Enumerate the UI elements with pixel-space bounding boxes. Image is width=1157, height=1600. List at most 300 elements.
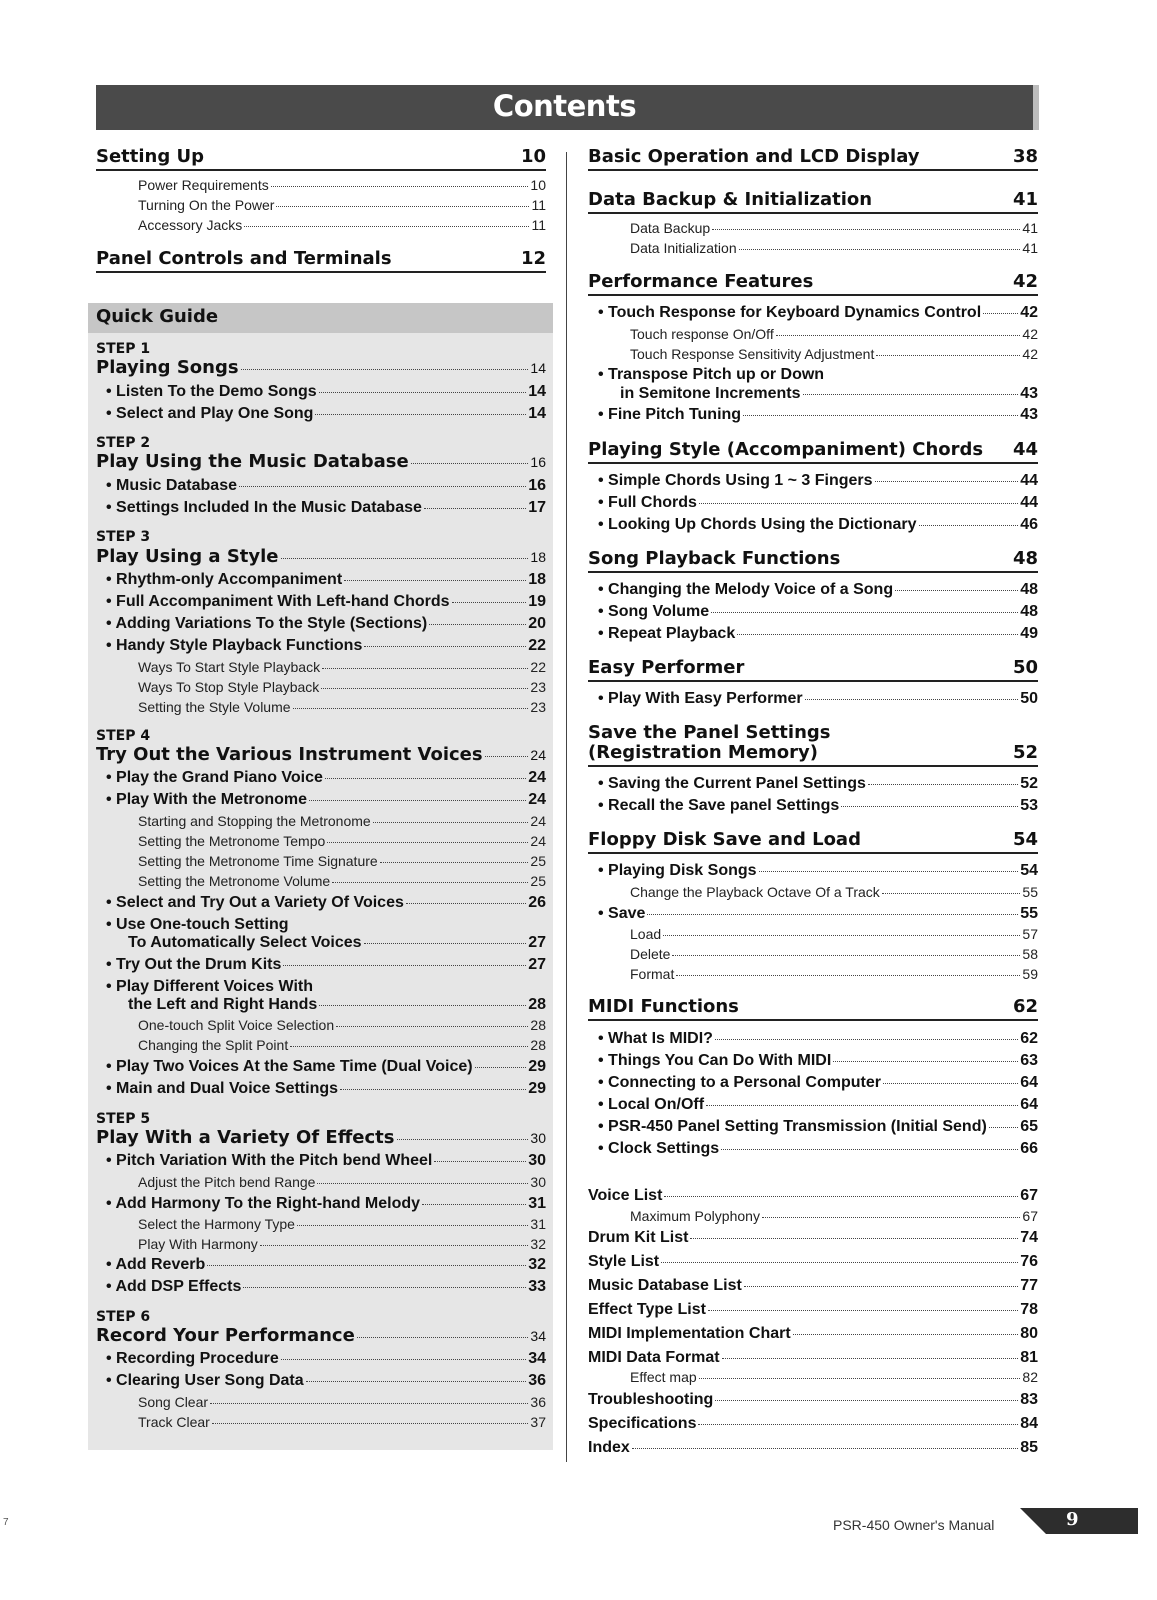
entry-page: 33: [528, 1278, 546, 1295]
entry-page: 66: [1020, 1140, 1038, 1157]
leader-dots: [364, 646, 526, 647]
entry-page: 46: [1020, 516, 1038, 533]
leader-dots: [357, 1337, 529, 1338]
leader-dots: [411, 463, 529, 464]
toc-entry[interactable]: [598, 690, 1038, 708]
entry-page: 55: [1022, 884, 1038, 900]
leader-dots: [306, 1381, 527, 1382]
entry-page: 12: [520, 248, 546, 269]
toc-entry[interactable]: [106, 383, 546, 401]
entry-page: 28: [530, 1017, 546, 1033]
entry-label: • Looking Up Chords Using the Dictionary: [598, 516, 917, 533]
toc-entry[interactable]: [630, 1369, 1038, 1385]
entry-label: • Select and Try Out a Variety Of Voices: [106, 894, 404, 911]
leader-dots: [283, 965, 526, 966]
entry-page: 24: [530, 833, 546, 849]
entry-page: 11: [531, 197, 546, 213]
entry-page: 50: [1012, 657, 1038, 678]
entry-label: To Automatically Select Voices: [128, 934, 362, 951]
entry-label: • Music Database: [106, 477, 237, 494]
toc-entry[interactable]: [598, 1140, 1038, 1158]
entry-page: 24: [530, 813, 546, 829]
leader-dots: [212, 1423, 529, 1424]
leader-dots: [281, 558, 529, 559]
entry-page: 62: [1020, 1030, 1038, 1047]
toc-entry[interactable]: [106, 1195, 546, 1213]
entry-page: 26: [528, 894, 546, 911]
leader-dots: [722, 1358, 1019, 1359]
leader-dots: [293, 708, 529, 709]
leader-dots: [793, 1334, 1019, 1335]
toc-entry[interactable]: [630, 240, 1038, 256]
corner-mark: 7: [3, 1517, 9, 1528]
leader-dots: [737, 634, 1018, 635]
leader-dots: [239, 486, 526, 487]
entry-page: 23: [530, 679, 546, 695]
entry-page: 32: [530, 1236, 546, 1252]
entry-page: 24: [528, 791, 546, 808]
leader-dots: [336, 1026, 528, 1027]
toc-entry[interactable]: [138, 1236, 546, 1252]
leader-dots: [708, 1310, 1018, 1311]
toc-entry[interactable]: [630, 966, 1038, 982]
toc-entry[interactable]: [598, 472, 1038, 490]
leader-dots: [297, 1225, 528, 1226]
entry-label: Try Out the Various Instrument Voices: [96, 744, 483, 765]
leader-dots: [841, 806, 1018, 807]
leader-dots: [721, 1149, 1018, 1150]
section-basic-operation[interactable]: [588, 146, 1038, 171]
toc-entry[interactable]: [630, 1208, 1038, 1224]
entry-page: 53: [1020, 797, 1038, 814]
entry-page: 58: [1022, 946, 1038, 962]
toc-entry[interactable]: [138, 197, 546, 213]
toc-entry[interactable]: [598, 625, 1038, 643]
section-data-backup[interactable]: [588, 189, 1038, 214]
entry-page: 19: [528, 593, 546, 610]
leader-dots: [803, 394, 1019, 395]
toc-entry[interactable]: [128, 996, 546, 1014]
entry-label: • Full Accompaniment With Left-hand Chords: [106, 593, 450, 610]
leader-dots: [983, 313, 1018, 314]
contents-banner: [96, 85, 1039, 130]
leader-dots: [833, 1061, 1018, 1062]
toc-entry[interactable]: [598, 1118, 1038, 1136]
entry-page: 44: [1020, 494, 1038, 511]
entry-label: Touch response On/Off: [630, 326, 774, 342]
toc-entry[interactable]: [138, 1414, 546, 1430]
entry-label: • Repeat Playback: [598, 625, 736, 642]
entry-label: Play Using the Music Database: [96, 451, 409, 472]
toc-entry[interactable]: [598, 905, 1038, 923]
entry-label: Track Clear: [138, 1414, 210, 1430]
entry-label: Specifications: [588, 1415, 697, 1432]
leader-dots: [475, 1067, 527, 1068]
entry-label: the Left and Right Hands: [128, 996, 318, 1013]
toc-entry[interactable]: [630, 346, 1038, 362]
entry-page: 16: [530, 454, 546, 470]
leader-dots: [344, 580, 526, 581]
toc-entry[interactable]: [106, 1080, 546, 1098]
leader-dots: [882, 893, 1021, 894]
toc-entry[interactable]: [588, 1253, 1038, 1271]
toc-entry[interactable]: [588, 1229, 1038, 1247]
leader-dots: [315, 414, 526, 415]
section-setting-up[interactable]: [96, 146, 546, 171]
entry-page: 25: [530, 873, 546, 889]
entry-page: 49: [1020, 625, 1038, 642]
toc-entry[interactable]: [588, 1325, 1038, 1343]
toc-entry[interactable]: [630, 884, 1038, 900]
toc-entry[interactable]: [598, 1030, 1038, 1048]
section-easy-performer[interactable]: [588, 657, 1038, 682]
toc-entry[interactable]: [106, 978, 546, 996]
entry-label: • Things You Can Do With MIDI: [598, 1052, 832, 1069]
entry-page: 30: [530, 1130, 546, 1146]
entry-page: 30: [530, 1174, 546, 1190]
toc-entry[interactable]: [138, 1394, 546, 1410]
toc-entry[interactable]: [138, 813, 546, 829]
leader-dots: [380, 862, 529, 863]
entry-page: 62: [1012, 996, 1038, 1017]
leader-dots: [210, 1403, 528, 1404]
entry-label: • Changing the Melody Voice of a Song: [598, 581, 894, 598]
entry-page: 52: [1020, 775, 1038, 792]
entry-page: 11: [531, 217, 546, 233]
toc-entry[interactable]: [588, 1439, 1038, 1457]
manual-name: PSR-450 Owner's Manual: [833, 1517, 995, 1533]
toc-entry[interactable]: [598, 797, 1038, 815]
entry-label: Setting the Style Volume: [138, 699, 291, 715]
entry-label: • Rhythm-only Accompaniment: [106, 571, 343, 588]
toc-entry[interactable]: [630, 926, 1038, 942]
entry-page: 83: [1020, 1391, 1038, 1408]
entry-page: 42: [1022, 346, 1038, 362]
step-label: STEP 5: [96, 1111, 151, 1127]
entry-page: 18: [528, 571, 546, 588]
step-label: STEP 1: [96, 341, 151, 357]
entry-label: • Play the Grand Piano Voice: [106, 769, 323, 786]
leader-dots: [241, 369, 529, 370]
entry-label: Maximum Polyphony: [630, 1208, 760, 1224]
toc-entry[interactable]: [106, 956, 546, 974]
toc-entry[interactable]: [106, 593, 546, 611]
step-title[interactable]: [96, 546, 546, 567]
entry-page: 22: [530, 659, 546, 675]
entry-page: 24: [528, 769, 546, 786]
leader-dots: [364, 943, 527, 944]
leader-dots: [340, 1089, 526, 1090]
entry-label: Turning On the Power: [138, 197, 275, 213]
leader-dots: [762, 1217, 1020, 1218]
leader-dots: [452, 602, 527, 603]
leader-dots: [744, 1286, 1018, 1287]
section-floppy-disk[interactable]: [588, 829, 1038, 854]
entry-label: Effect Type List: [588, 1301, 706, 1318]
toc-entry[interactable]: [138, 659, 546, 675]
toc-entry[interactable]: [138, 1037, 546, 1053]
toc-entry[interactable]: [138, 699, 546, 715]
entry-page: 27: [528, 956, 546, 973]
entry-label: Adjust the Pitch bend Range: [138, 1174, 316, 1190]
entry-label: Song Clear: [138, 1394, 209, 1410]
leader-dots: [397, 1139, 529, 1140]
leader-dots: [422, 1204, 526, 1205]
leader-dots: [632, 1448, 1018, 1449]
leader-dots: [876, 355, 1020, 356]
entry-label: • Try Out the Drum Kits: [106, 956, 282, 973]
toc-entry[interactable]: [106, 637, 546, 655]
toc-entry[interactable]: [106, 1256, 546, 1274]
leader-dots: [664, 1196, 1018, 1197]
leader-dots: [875, 481, 1019, 482]
toc-entry[interactable]: [138, 177, 546, 193]
toc-entry[interactable]: [106, 405, 546, 423]
leader-dots: [661, 1262, 1018, 1263]
leader-dots: [406, 903, 526, 904]
entry-label: Delete: [630, 946, 671, 962]
entry-page: 48: [1012, 548, 1038, 569]
step-label: STEP 2: [96, 435, 151, 451]
entry-page: 77: [1020, 1277, 1038, 1294]
entry-page: 28: [528, 996, 546, 1013]
page-title: Contents: [492, 89, 637, 123]
toc-entry[interactable]: [128, 934, 546, 952]
toc-entry[interactable]: [138, 833, 546, 849]
column-divider: [566, 152, 567, 1462]
leader-dots: [715, 1039, 1018, 1040]
entry-label: Voice List: [588, 1187, 663, 1204]
entry-page: 48: [1020, 603, 1038, 620]
entry-page: 43: [1020, 406, 1038, 423]
leader-dots: [373, 822, 529, 823]
entry-page: 29: [528, 1058, 546, 1075]
leader-dots: [485, 756, 529, 757]
entry-label: • What Is MIDI?: [598, 1030, 713, 1047]
leader-dots: [690, 1238, 1018, 1239]
entry-label: Setting Up: [96, 146, 205, 167]
step-title[interactable]: [96, 744, 546, 765]
leader-dots: [868, 784, 1018, 785]
leader-dots: [317, 1183, 528, 1184]
entry-page: 78: [1020, 1301, 1038, 1318]
entry-page: 14: [530, 360, 546, 376]
entry-label: Playing Style (Accompaniment) Chords: [588, 439, 984, 460]
toc-entry[interactable]: [106, 477, 546, 495]
toc-entry[interactable]: [106, 1350, 546, 1368]
leader-dots: [243, 1287, 526, 1288]
toc-entry[interactable]: [598, 304, 1038, 322]
entry-label: • Song Volume: [598, 603, 710, 620]
toc-entry[interactable]: [598, 775, 1038, 793]
entry-page: 36: [528, 1372, 546, 1389]
entry-page: 22: [528, 637, 546, 654]
entry-page: 14: [528, 405, 546, 422]
entry-label: • Simple Chords Using 1 ~ 3 Fingers: [598, 472, 873, 489]
leader-dots: [207, 1265, 526, 1266]
toc-entry[interactable]: [106, 615, 546, 633]
entry-page: 44: [1012, 439, 1038, 460]
entry-label: • Clock Settings: [598, 1140, 720, 1157]
section-style-chords[interactable]: [588, 439, 1038, 464]
entry-label: in Semitone Increments: [620, 385, 801, 402]
entry-page: 67: [1022, 1208, 1038, 1224]
entry-label: MIDI Functions: [588, 996, 739, 1017]
entry-label: • Connecting to a Personal Computer: [598, 1074, 881, 1091]
section-panel-controls[interactable]: [96, 248, 546, 273]
toc-entry[interactable]: [106, 499, 546, 517]
leader-dots: [260, 1245, 529, 1246]
entry-label: • Listen To the Demo Songs: [106, 383, 317, 400]
toc-entry[interactable]: [598, 1074, 1038, 1092]
step-label: STEP 6: [96, 1309, 151, 1325]
leader-dots: [424, 508, 526, 509]
toc-entry[interactable]: [138, 1017, 546, 1033]
toc-entry[interactable]: [106, 571, 546, 589]
entry-page: 24: [530, 747, 546, 763]
toc-entry[interactable]: [598, 494, 1038, 512]
entry-label: MIDI Implementation Chart: [588, 1325, 791, 1342]
entry-page: 30: [528, 1152, 546, 1169]
entry-page: 59: [1022, 966, 1038, 982]
leader-dots: [647, 914, 1018, 915]
leader-dots: [319, 1005, 526, 1006]
leader-dots: [429, 624, 526, 625]
toc-entry[interactable]: [630, 326, 1038, 342]
section-midi-functions[interactable]: [588, 996, 1038, 1021]
toc-entry[interactable]: [138, 853, 546, 869]
toc-entry[interactable]: [620, 385, 1038, 403]
entry-label: Music Database List: [588, 1277, 742, 1294]
entry-label: • Transpose Pitch up or Down: [598, 366, 825, 383]
leader-dots: [699, 503, 1018, 504]
step-title[interactable]: [96, 451, 546, 472]
page-number-tab: [1020, 1508, 1138, 1534]
entry-label: • Handy Style Playback Functions: [106, 637, 363, 654]
entry-page: 64: [1020, 1096, 1038, 1113]
entry-page: 43: [1020, 385, 1038, 402]
entry-page: 31: [528, 1195, 546, 1212]
leader-dots: [281, 1359, 526, 1360]
toc-entry[interactable]: [106, 1372, 546, 1390]
entry-label: • Fine Pitch Tuning: [598, 406, 742, 423]
toc-entry[interactable]: [106, 894, 546, 912]
toc-entry[interactable]: [598, 862, 1038, 880]
section-save-panel[interactable]: [588, 742, 1038, 767]
entry-page: 41: [1012, 189, 1038, 210]
toc-entry[interactable]: [598, 1096, 1038, 1114]
toc-entry[interactable]: [588, 1349, 1038, 1367]
entry-label: Troubleshooting: [588, 1391, 714, 1408]
entry-label: Power Requirements: [138, 177, 269, 193]
entry-label: • Settings Included In the Music Database: [106, 499, 422, 516]
entry-label: Setting the Metronome Time Signature: [138, 853, 378, 869]
entry-label: • Play Different Voices With: [106, 978, 313, 995]
entry-label: • Select and Play One Song: [106, 405, 314, 422]
toc-entry[interactable]: [138, 679, 546, 695]
entry-label: Performance Features: [588, 271, 814, 292]
entry-label: • Pitch Variation With the Pitch bend Wheel: [106, 1152, 433, 1169]
toc-entry[interactable]: [588, 1415, 1038, 1433]
toc-entry[interactable]: [106, 791, 546, 809]
toc-entry[interactable]: [138, 873, 546, 889]
toc-entry[interactable]: [598, 1052, 1038, 1070]
entry-label: Data Backup & Initialization: [588, 189, 873, 210]
toc-entry[interactable]: [106, 1278, 546, 1296]
leader-dots: [759, 871, 1019, 872]
entry-label: Setting the Metronome Tempo: [138, 833, 326, 849]
entry-label: • Add Reverb: [106, 1256, 206, 1273]
entry-label: Drum Kit List: [588, 1229, 689, 1246]
entry-label: • Local On/Off: [598, 1096, 705, 1113]
toc-entry[interactable]: [588, 1301, 1038, 1319]
toc-entry[interactable]: [588, 1391, 1038, 1409]
leader-dots: [883, 1083, 1018, 1084]
leader-dots: [672, 955, 1020, 956]
leader-dots: [895, 590, 1018, 591]
step-title[interactable]: [96, 1325, 546, 1346]
entry-label: Change the Playback Octave Of a Track: [630, 884, 880, 900]
toc-entry[interactable]: [106, 769, 546, 787]
entry-page: 14: [528, 383, 546, 400]
toc-entry[interactable]: [598, 366, 1038, 384]
toc-entry[interactable]: [106, 916, 546, 934]
step-title[interactable]: [96, 357, 546, 378]
toc-entry[interactable]: [598, 581, 1038, 599]
section-save-line1: Save the Panel Settings: [588, 722, 831, 743]
leader-dots: [706, 1105, 1018, 1106]
leader-dots: [699, 1378, 1021, 1379]
entry-label: Play Using a Style: [96, 546, 279, 567]
entry-label: Data Initialization: [630, 240, 737, 256]
leader-dots: [698, 1424, 1018, 1425]
toc-entry[interactable]: [598, 406, 1038, 424]
toc-entry[interactable]: [588, 1187, 1038, 1205]
entry-page: 82: [1022, 1369, 1038, 1385]
toc-entry[interactable]: [630, 220, 1038, 236]
toc-entry[interactable]: [598, 603, 1038, 621]
entry-page: 64: [1020, 1074, 1038, 1091]
toc-entry[interactable]: [138, 217, 546, 233]
leader-dots: [711, 612, 1018, 613]
entry-label: Starting and Stopping the Metronome: [138, 813, 371, 829]
toc-entry[interactable]: [588, 1277, 1038, 1295]
toc-entry[interactable]: [138, 1216, 546, 1232]
entry-page: 76: [1020, 1253, 1038, 1270]
entry-label: • Add DSP Effects: [106, 1278, 242, 1295]
section-song-playback[interactable]: [588, 548, 1038, 573]
step-title[interactable]: [96, 1127, 546, 1148]
toc-entry[interactable]: [138, 1174, 546, 1190]
step-label: STEP 4: [96, 728, 151, 744]
toc-entry[interactable]: [106, 1152, 546, 1170]
entry-page: 31: [530, 1216, 546, 1232]
entry-page: 10: [530, 177, 546, 193]
leader-dots: [309, 800, 526, 801]
toc-entry[interactable]: [630, 946, 1038, 962]
toc-entry[interactable]: [106, 1058, 546, 1076]
entry-label: • Recording Procedure: [106, 1350, 279, 1367]
entry-label: Panel Controls and Terminals: [96, 248, 392, 269]
entry-label: Play With Harmony: [138, 1236, 258, 1252]
entry-page: 84: [1020, 1415, 1038, 1432]
entry-page: 80: [1020, 1325, 1038, 1342]
entry-page: 52: [1012, 742, 1038, 763]
toc-entry[interactable]: [598, 516, 1038, 534]
entry-label: Changing the Split Point: [138, 1037, 289, 1053]
section-performance[interactable]: [588, 271, 1038, 296]
entry-label: Play With a Variety Of Effects: [96, 1127, 395, 1148]
